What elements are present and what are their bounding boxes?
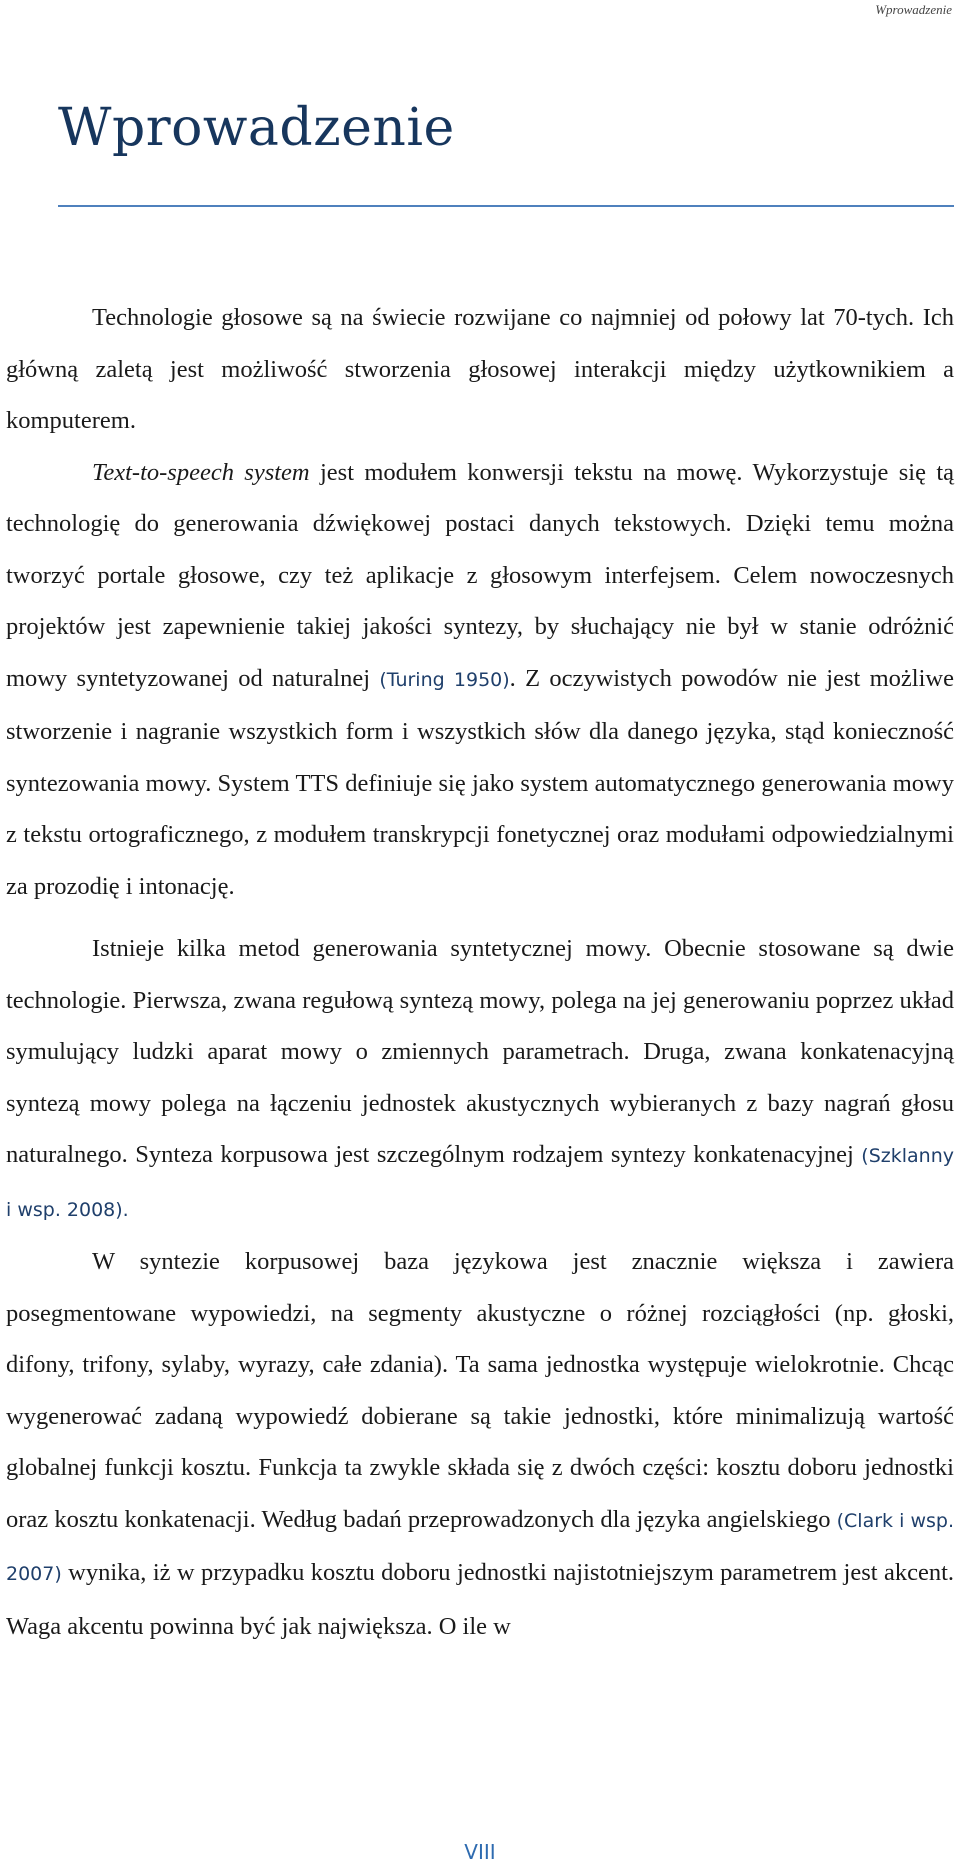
chapter-title: Wprowadzenie bbox=[58, 98, 455, 158]
citation-clark[interactable]: (Clark i wsp. 2007) bbox=[6, 1509, 954, 1585]
body-text bbox=[6, 292, 954, 1652]
paragraph-text: Technologie głosowe są na świecie rozwijane co najmniej od połowy lat 70-tych. Ich główną zaletą jest możliwość stworzenia głosowej interakcji między użytkownikiem a komputerem. bbox=[6, 304, 954, 434]
paragraph-text: W syntezie korpusowej baza językowa jest znacznie większa i zawiera posegmentowane wypowiedzi, na segmenty akustyczne o różnej rozciągłości (np. głoski, difony, trifony, sylaby, wyrazy, całe zdania). Ta sama jednostka występuje wielokrotnie. Chcąc wygenerować zadaną wypowiedź dobierane są takie jednostki, które minimalizują wartość globalnej funkcji kosztu. Funkcja ta zwykle składa się z dwóch części: kosztu doboru jednostki oraz kosztu konkatenacji. Według badań przeprowadzonych dla języka angielskiego bbox=[6, 1248, 954, 1533]
paragraph-tts-definition bbox=[6, 447, 954, 913]
paragraph-text: jest modułem konwersji tekstu na mowę. Wykorzystuje się tą technologię do generowania dźwiękowej postaci danych tekstowych. Dzięki temu można tworzyć portale głosowe, czy też aplikacje z głosowym interfejsem. Celem nowoczesnych projektów jest zapewnienie takiej jakości syntezy, by słuchający nie był w stanie odróżnić mowy syntetyzowanej od naturalnej bbox=[6, 458, 955, 692]
running-header: Wprowadzenie bbox=[875, 2, 952, 17]
paragraph-intro bbox=[6, 292, 954, 447]
paragraph-methods bbox=[6, 923, 954, 1236]
title-divider bbox=[58, 205, 954, 207]
paragraph-text: Istnieje kilka metod generowania syntetycznej mowy. Obecnie stosowane są dwie technologie. Pierwsza, zwana regułową syntezą mowy, polega na jej generowaniu poprzez układ symulujący ludzki aparat mowy o zmiennych parametrach. Druga, zwana konkatenacyjną syntezą mowy polega na łączeniu jednostek akustycznych wybieranych z bazy nagrań głosu naturalnego. Synteza korpusowa jest szczególnym rodzajem syntezy konkatenacyjnej bbox=[6, 935, 954, 1168]
citation-szklanny[interactable]: (Szklanny i wsp. 2008). bbox=[6, 1145, 954, 1221]
page-number: VIII bbox=[464, 1840, 496, 1864]
paragraph-corpus-synthesis bbox=[6, 1236, 954, 1652]
italic-term: Text-to-speech system bbox=[92, 458, 310, 486]
paragraph-text: . Z oczywistych powodów nie jest możliwe stworzenie i nagranie wszystkich form i wszystkich słów dla danego języka, stąd konieczność syntezowania mowy. System TTS definiuje się jako system automatycznego generowania mowy z tekstu ortograficznego, z modułem transkrypcji fonetycznej oraz modułami odpowiedzialnymi za prozodię i intonację. bbox=[6, 664, 954, 900]
citation-turing[interactable]: (Turing 1950) bbox=[379, 668, 510, 691]
paragraph-text: wynika, iż w przypadku kosztu doboru jednostki najistotniejszym parametrem jest akcent. Waga akcentu powinna być jak największa. O ile w bbox=[6, 1559, 954, 1640]
